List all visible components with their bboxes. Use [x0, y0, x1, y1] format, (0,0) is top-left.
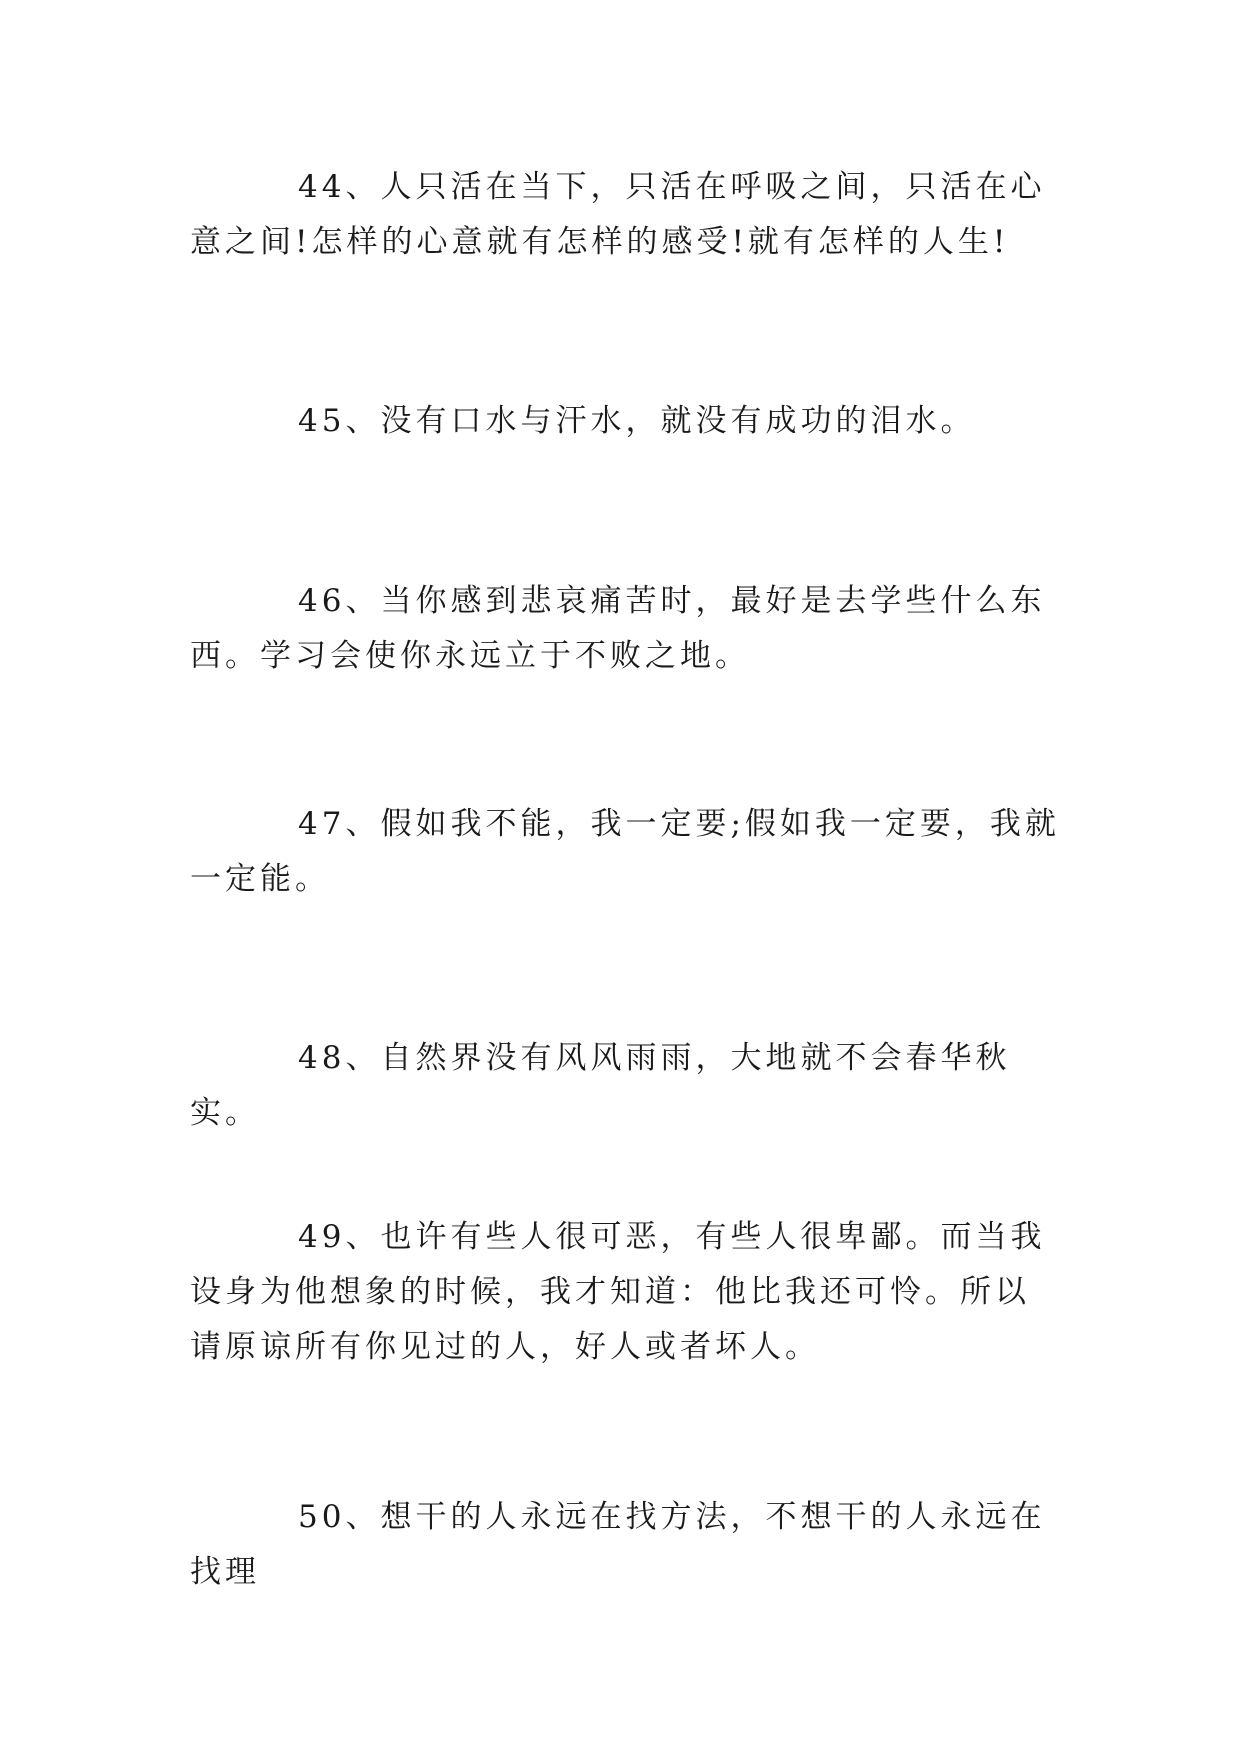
paragraph-50: 50、想干的人永远在找方法，不想干的人永远在找理: [190, 1499, 1046, 1590]
paragraph-47: 47、假如我不能，我一定要;假如我一定要，我就一定能。: [190, 806, 1060, 897]
paragraph-46: 46、当你感到悲哀痛苦时，最好是去学些什么东西。学习会使你永远立于不败之地。: [190, 583, 1046, 674]
paragraph-49: 49、也许有些人很可恶，有些人很卑鄙。而当我设身为他想象的时候，我才知道：他比我还可怜。所以请原谅所有你见过的人，好人或者坏人。: [190, 1219, 1046, 1365]
paragraph-44: 44、人只活在当下，只活在呼吸之间，只活在心意之间!怎样的心意就有怎样的感受!就有怎样的人生!: [190, 169, 1046, 260]
paragraph-48: 48、自然界没有风风雨雨，大地就不会春华秋实。: [190, 1040, 1011, 1131]
paragraph-45: 45、没有口水与汗水，就没有成功的泪水。: [298, 403, 976, 439]
